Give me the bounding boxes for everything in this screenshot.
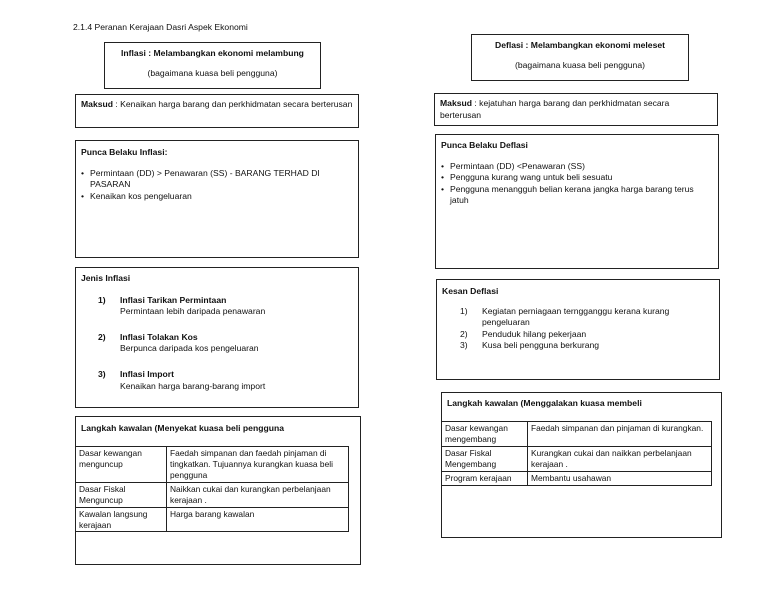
inflasi-langkah-table	[75, 446, 349, 532]
list-item: • Pengguna menangguh belian kerana jangka harga barang terus jatuh	[441, 184, 713, 207]
inflasi-punca-title: Punca Belaku Inflasi:	[81, 147, 168, 157]
table-cell: Program kerajaan	[442, 471, 528, 485]
inflasi-header	[104, 42, 321, 89]
list-item	[98, 332, 353, 355]
kesan-text: Penduduk hilang pekerjaan	[482, 328, 587, 339]
jenis-title: Inflasi Tolakan Kos	[120, 331, 198, 342]
deflasi-header-title: Deflasi : Melambangkan ekonomi meleset	[494, 40, 666, 50]
deflasi-punca-title: Punca Belaku Deflasi	[441, 140, 528, 150]
list-item: • Permintaan (DD) > Penawaran (SS) - BARANG TERHAD DI PASARAN	[81, 168, 353, 191]
inflasi-jenis-title: Jenis Inflasi	[81, 273, 131, 283]
inflasi-header-title: Inflasi : Melambangkan ekonomi melambung	[121, 48, 304, 58]
deflasi-header	[471, 34, 689, 81]
deflasi-langkah-title: Langkah kawalan (Menggalakan kuasa membeli	[447, 398, 642, 408]
list-number: 3)	[460, 340, 468, 351]
table-cell: Dasar kewangan menguncup	[76, 447, 167, 483]
deflasi-maksud	[434, 93, 718, 126]
table-cell: Dasar Fiskal Mengembang	[442, 446, 528, 471]
list-number: 2)	[460, 328, 468, 339]
list-number: 2)	[98, 331, 106, 342]
inflasi-maksud-label: Maksud	[81, 99, 113, 109]
section-title: 2.1.4 Peranan Kerajaan Dasri Aspek Ekonomi	[73, 22, 248, 32]
inflasi-maksud-text: : Kenaikan harga barang dan perkhidmatan secara berterusan	[113, 99, 353, 109]
list-item: • Permintaan (DD) <Penawaran (SS)	[441, 161, 713, 173]
list-number: 1)	[460, 305, 468, 316]
deflasi-maksud-text: : kejatuhan harga barang dan perkhidmatan secara berterusan	[440, 98, 670, 120]
table-row	[442, 446, 712, 471]
deflasi-maksud-label: Maksud	[440, 98, 472, 108]
jenis-title: Inflasi Tarikan Permintaan	[120, 294, 227, 305]
inflasi-header-subtitle: (bagaimana kuasa beli pengguna)	[147, 67, 278, 78]
kesan-text: Kusa beli pengguna berkurang	[482, 340, 600, 351]
deflasi-punca-box	[435, 134, 719, 269]
jenis-desc: Berpunca daripada kos pengeluaran	[120, 343, 259, 354]
deflasi-kesan-list	[460, 306, 714, 352]
inflasi-punca-list	[81, 168, 353, 203]
list-number: 1)	[98, 294, 106, 305]
table-cell: Faedah simpanan dan pinjaman di kurangkan.	[528, 422, 712, 447]
table-cell: Faedah simpanan dan faedah pinjaman di tingkatkan. Tujuannya kurangkan kuasa beli pengguna	[167, 447, 349, 483]
list-item	[460, 340, 714, 352]
jenis-desc: Permintaan lebih daripada penawaran	[120, 306, 266, 317]
inflasi-maksud	[75, 94, 359, 128]
list-item: • Pengguna kurang wang untuk beli sesuatu	[441, 172, 713, 184]
inflasi-jenis-list	[98, 295, 353, 393]
deflasi-header-subtitle: (bagaimana kuasa beli pengguna)	[515, 59, 645, 70]
inflasi-jenis-box	[75, 267, 359, 408]
table-row	[76, 482, 349, 507]
table-row	[76, 447, 349, 483]
table-cell: Kurangkan cukai dan naikkan perbelanjaan kerajaan .	[528, 446, 712, 471]
deflasi-kesan-box	[436, 279, 720, 380]
jenis-desc: Kenaikan harga barang-barang import	[120, 380, 266, 391]
table-cell: Membantu usahawan	[528, 471, 712, 485]
table-cell: Dasar kewangan mengembang	[442, 422, 528, 447]
table-cell: Kawalan langsung kerajaan	[76, 507, 167, 532]
table-row	[76, 507, 349, 532]
list-item	[460, 329, 714, 341]
jenis-title: Inflasi Import	[120, 368, 174, 379]
table-cell: Naikkan cukai dan kurangkan perbelanjaan kerajaan .	[167, 482, 349, 507]
table-cell: Dasar Fiskal Menguncup	[76, 482, 167, 507]
list-item	[98, 295, 353, 318]
list-item: • Kenaikan kos pengeluaran	[81, 191, 353, 203]
list-item	[98, 369, 353, 392]
deflasi-kesan-title: Kesan Deflasi	[442, 286, 499, 296]
table-row	[442, 471, 712, 485]
inflasi-langkah-title: Langkah kawalan (Menyekat kuasa beli pengguna	[81, 423, 284, 433]
deflasi-punca-list	[441, 161, 713, 207]
kesan-text: Kegiatan perniagaan terngganggu kerana kurang pengeluaran	[482, 305, 670, 328]
list-number: 3)	[98, 368, 106, 379]
inflasi-punca-box	[75, 140, 359, 258]
list-item	[460, 306, 714, 329]
deflasi-langkah-table	[441, 421, 712, 486]
table-row	[442, 422, 712, 447]
table-cell: Harga barang kawalan	[167, 507, 349, 532]
